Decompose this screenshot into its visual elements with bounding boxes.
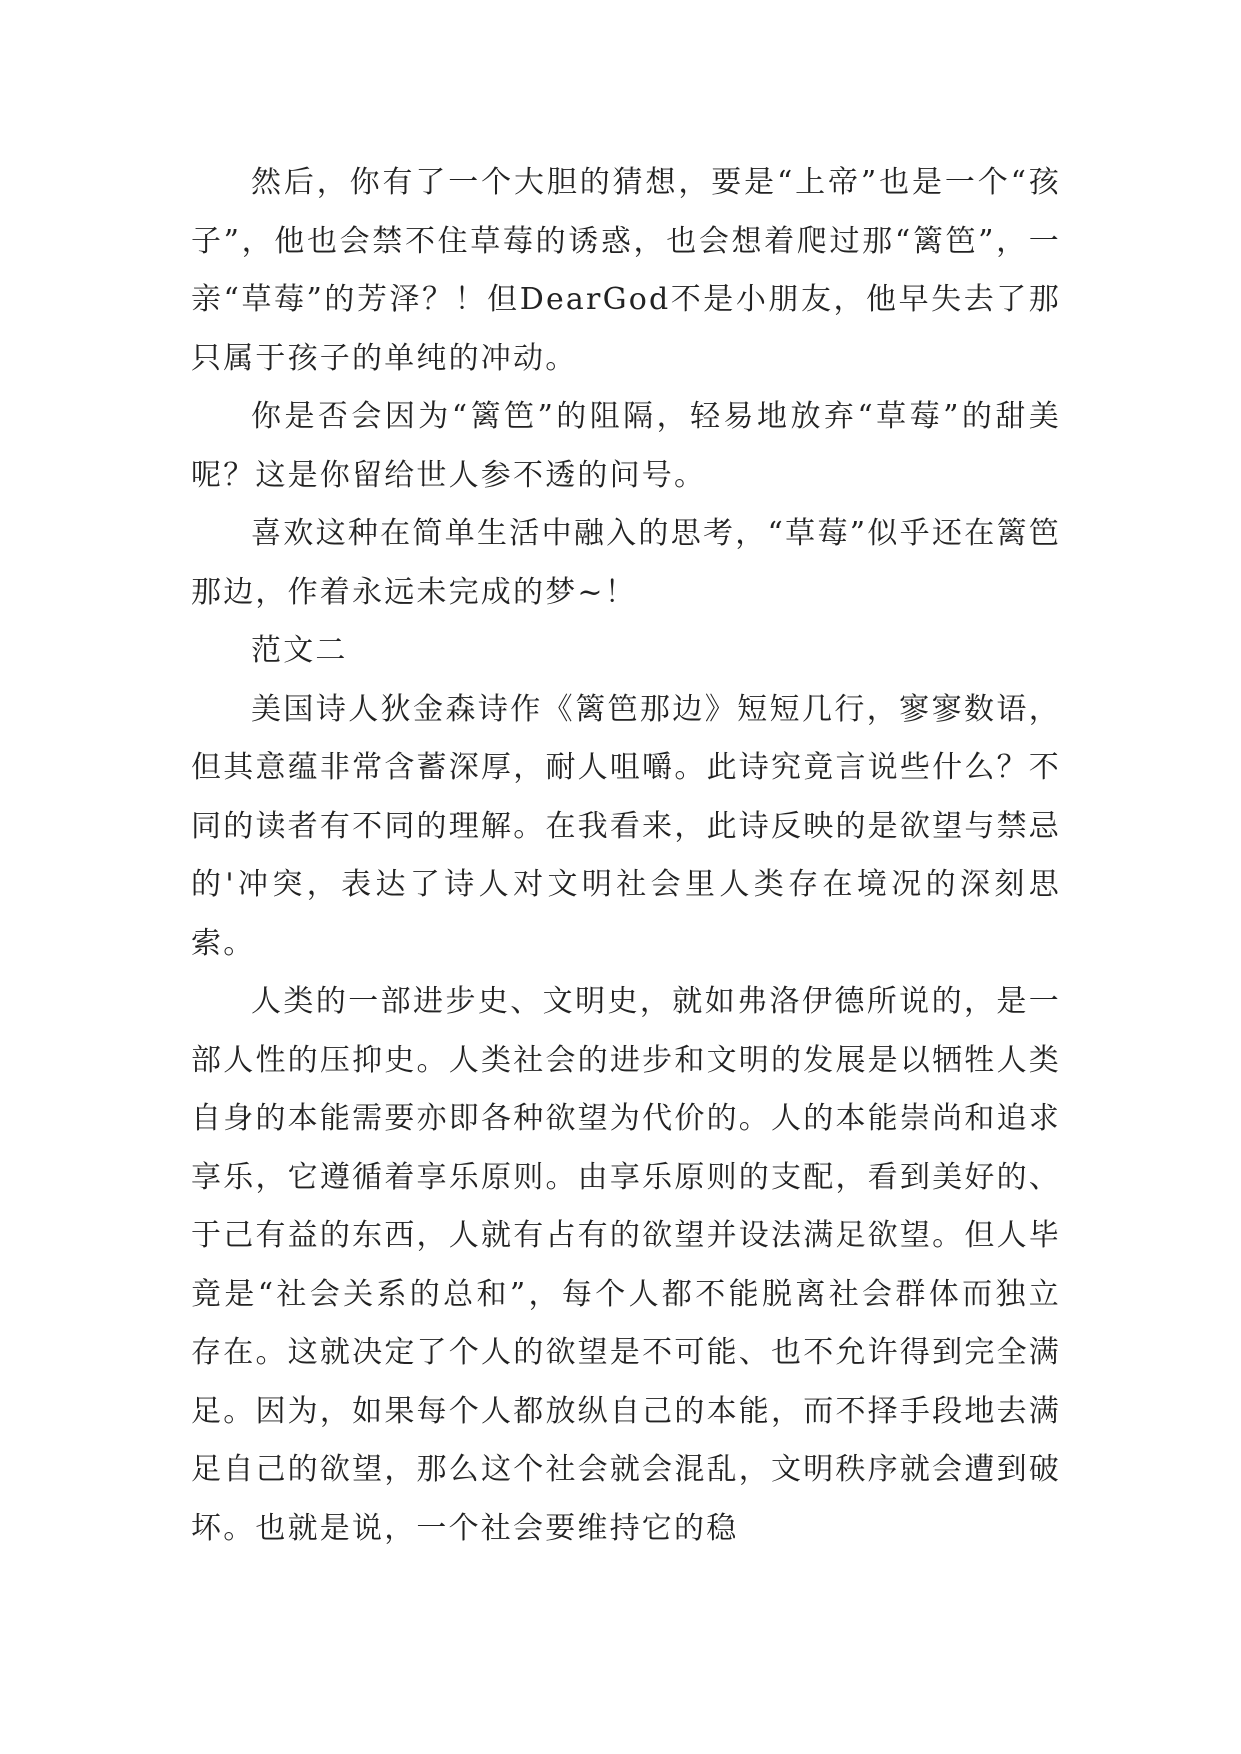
section-heading: 范文二	[251, 633, 348, 668]
paragraph-3: 喜欢这种在简单生活中融入的思考，“草莓”似乎还在篱笆那边，作着永远未完成的梦~！	[191, 516, 1061, 610]
paragraph-2: 你是否会因为“篱笆”的阻隔，轻易地放弃“草莓”的甜美呢？这是你留给世人参不透的问号。	[191, 399, 1061, 493]
document-body	[191, 154, 1061, 1558]
paragraph-1: 然后，你有了一个大胆的猜想，要是“上帝”也是一个“孩子”，他也会禁不住草莓的诱惑，也会想着爬过那“篱笆”，一亲“草莓”的芳泽？！但DearGod不是小朋友，他早失去了那只属于孩子的单纯的冲动。	[191, 165, 1061, 376]
paragraph-4: 美国诗人狄金森诗作《篱笆那边》短短几行，寥寥数语，但其意蕴非常含蓄深厚，耐人咀嚼。此诗究竟言说些什么？不同的读者有不同的理解。在我看来，此诗反映的是欲望与禁忌的'冲突，表达了诗人对文明社会里人类存在境况的深刻思索。	[191, 691, 1061, 961]
paragraph-5: 人类的一部进步史、文明史，就如弗洛伊德所说的，是一部人性的压抑史。人类社会的进步和文明的发展是以牺牲人类自身的本能需要亦即各种欲望为代价的。人的本能崇尚和追求享乐，它遵循着享乐原则。由享乐原则的支配，看到美好的、于己有益的东西，人就有占有的欲望并设法满足欲望。但人毕竟是“社会关系的总和”，每个人都不能脱离社会群体而独立存在。这就决定了个人的欲望是不可能、也不允许得到完全满足。因为，如果每个人都放纵自己的本能，而不择手段地去满足自己的欲望，那么这个社会就会混乱，文明秩序就会遭到破坏。也就是说，一个社会要维持它的稳	[191, 984, 1061, 1546]
